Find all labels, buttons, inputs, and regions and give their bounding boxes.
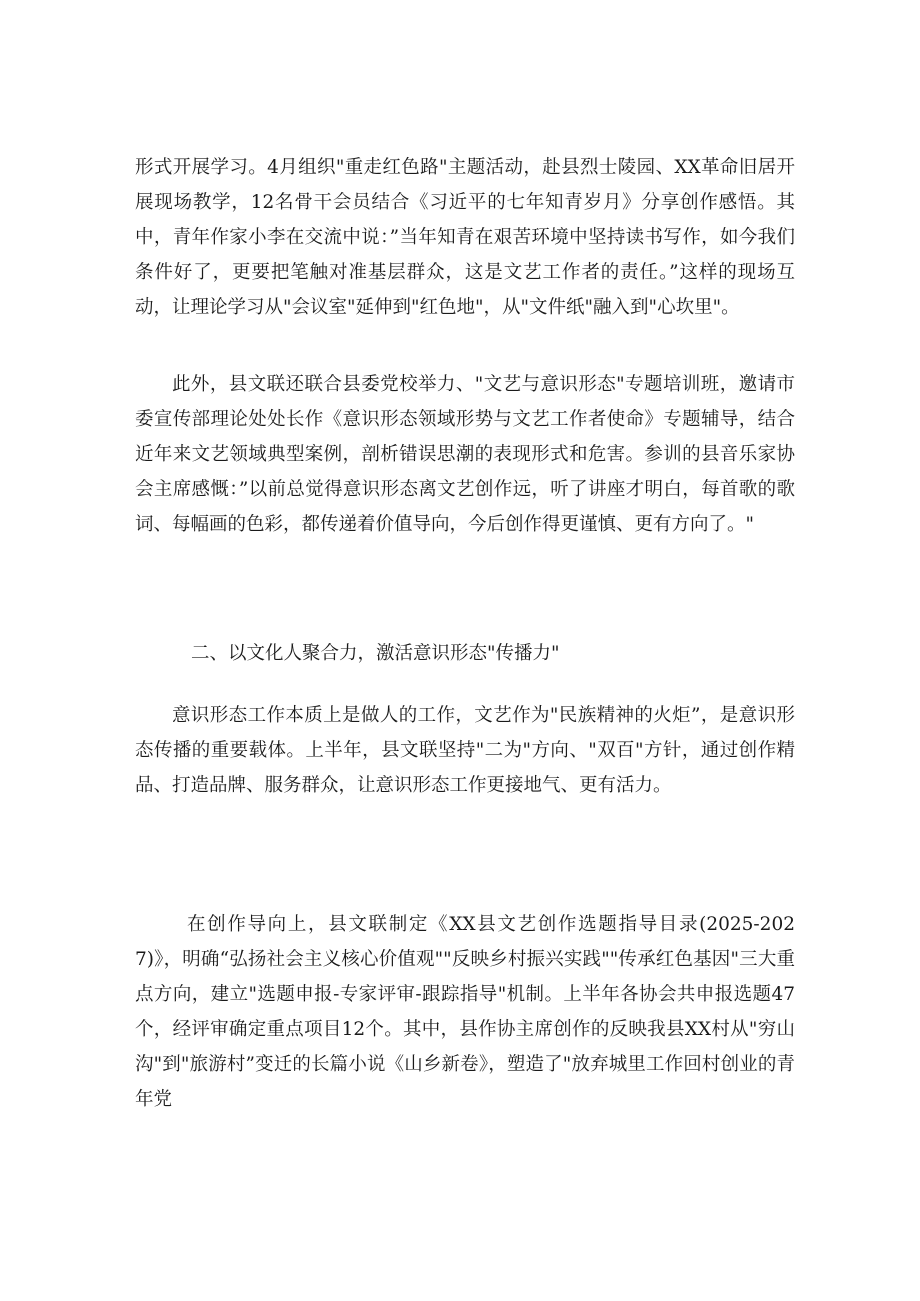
paragraph-training-class: 此外，县文联还联合县委党校举力、"文艺与意识形态"专题培训班，邀请市委宣传部理论处处长作《意识形态领域形势与文艺工作者使命》专题辅导，结合近年来文艺领域典型案例，剖析错误思潮的表现形式和危害。参训的县音乐家协会主席感慨：”以前总觉得意识形态离文艺创作远，听了讲座才明白，每首歌的歌词、每幅画的色彩，都传递着价值导向，今后创作得更谨慎、更有方向了。" [135, 374, 795, 535]
paragraph-study-activities: 形式开展学习。4月组织"重走红色路"主题活动，赴县烈士陵园、XX革命旧居开展现场教学，12名骨干会员结合《习近平的七年知青岁月》分享创作感悟。其中，青年作家小李在交流中说：”当年知青在艰苦环境中坚持读书写作，如今我们条件好了，更要把笔触对准基层群众，这是文艺工作者的责任。”这样的现场互动，让理论学习从"会议室"延伸到"红色地"，从"文件纸"融入到"心坎里"。 [135, 157, 795, 318]
paragraph-ideology-work: 意识形态工作本质上是做人的工作，文艺作为"民族精神的火炬”，是意识形态传播的重要载体。上半年，县文联坚持"二为"方向、"双百"方针，通过创作精品、打造品牌、服务群众，让意识形态工作更接地气、更有活力。 [135, 705, 795, 796]
paragraph-creation-guidance: 在创作导向上，县文联制定《XX县文艺创作选题指导目录(2025-2027)》，明确“弘扬社会主义核心价值观""反映乡村振兴实践""传承红色基因"三大重点方向，建立"选题申报-专家评审-跟踪指导"机制。上半年各协会共申报选题47个，经评审确定重点项目12个。其中，县作协主席创作的反映我县XX村从"穷山沟"到"旅游村”变迁的长篇小说《山乡新卷》，塑造了"放弃城里工作回村创业的青年党 [135, 914, 795, 1110]
section-heading-two: 二、以文化人聚合力，激活意识形态"传播力" [191, 643, 560, 664]
